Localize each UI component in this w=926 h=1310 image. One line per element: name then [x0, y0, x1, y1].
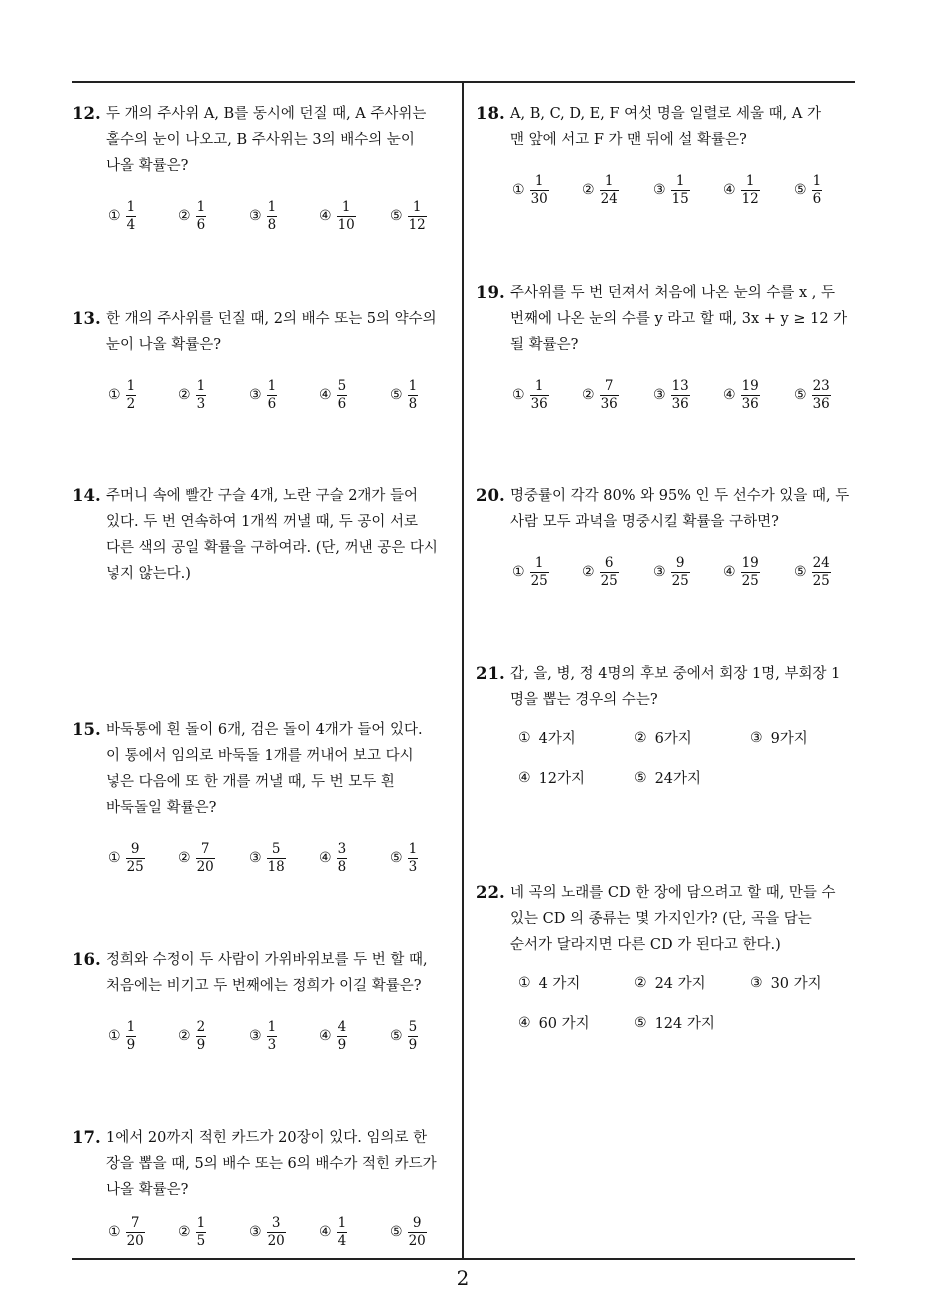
question-14	[72, 483, 450, 587]
choice-3	[249, 193, 277, 239]
fraction	[408, 842, 419, 875]
choice-1	[108, 835, 145, 881]
choice-mark: ④	[723, 564, 736, 580]
fraction-numerator: 1	[196, 377, 206, 394]
choice-5	[794, 549, 831, 595]
fraction	[196, 1216, 207, 1249]
fraction-denominator: 25	[741, 572, 759, 589]
choice-mark: ⑤	[390, 850, 403, 866]
choice-mark: ④	[723, 387, 736, 403]
fraction-denominator: 25	[812, 572, 830, 589]
fraction-numerator: 1	[337, 1214, 347, 1231]
choice-1	[518, 727, 576, 748]
choices	[476, 167, 854, 213]
choice-mark: ②	[582, 182, 595, 198]
choice-5	[390, 372, 418, 418]
question-13	[72, 306, 450, 418]
fraction-denominator: 10	[337, 216, 355, 233]
choice-mark: ③	[249, 387, 262, 403]
fraction	[337, 842, 348, 875]
question-text: 한 개의 주사위를 던질 때, 2의 배수 또는 5의 약수의 눈이 나올 확률은?	[106, 311, 437, 353]
question-18	[476, 101, 854, 213]
fraction-denominator: 6	[196, 216, 206, 233]
fraction-denominator: 6	[812, 190, 822, 207]
choice-mark: ⑤	[634, 769, 647, 786]
fraction-numerator: 2	[196, 1018, 206, 1035]
question-text: 네 곡의 노래를 CD 한 장에 담으려고 할 때, 만들 수 있는 CD 의 종류는 몇 가지인가? (단, 곡을 담는 순서가 달라지면 다른 CD 가 된다고 한다.)	[510, 885, 836, 953]
choice-mark: ①	[512, 387, 525, 403]
choices	[476, 727, 854, 807]
question-number: 18.	[476, 104, 505, 123]
choice-1	[512, 372, 549, 418]
choice-mark: ③	[653, 387, 666, 403]
question-17	[72, 1125, 450, 1255]
fraction	[267, 379, 278, 412]
choice-mark: ③	[653, 182, 666, 198]
choice-label: 9가지	[770, 731, 808, 747]
question-number: 19.	[476, 283, 505, 302]
fraction-denominator: 20	[267, 1232, 285, 1249]
fraction-denominator: 20	[196, 858, 214, 875]
fraction-numerator: 1	[408, 377, 418, 394]
fraction-numerator: 5	[408, 1018, 418, 1035]
fraction-numerator: 1	[267, 1018, 277, 1035]
fraction-denominator: 9	[196, 1036, 206, 1053]
fraction-denominator: 4	[126, 216, 136, 233]
choice-mark: ⑤	[390, 1028, 403, 1044]
question-text: 정희와 수정이 두 사람이 가위바위보를 두 번 할 때, 처음에는 비기고 두 번째에는 정희가 이길 확률은?	[106, 952, 428, 994]
choice-label: 60 가지	[538, 1016, 590, 1032]
fraction-denominator: 36	[812, 395, 830, 412]
choice-4	[319, 1209, 347, 1255]
choice-5	[794, 372, 831, 418]
fraction-denominator: 9	[337, 1036, 347, 1053]
choice-mark: ⑤	[390, 387, 403, 403]
choices	[72, 193, 450, 239]
choice-mark: ①	[108, 1224, 121, 1240]
choice-2	[178, 1209, 206, 1255]
choice-4	[723, 372, 760, 418]
fraction	[196, 379, 207, 412]
fraction	[741, 556, 760, 589]
choice-3	[750, 972, 822, 993]
choice-2	[582, 372, 619, 418]
choice-5	[634, 1012, 715, 1033]
fraction	[600, 556, 619, 589]
choice-3	[249, 372, 277, 418]
choice-mark: ③	[653, 564, 666, 580]
choice-label: 12가지	[538, 771, 586, 787]
question-20	[476, 483, 854, 595]
choice-1	[108, 1013, 136, 1059]
fraction-numerator: 7	[604, 377, 614, 394]
choice-mark: ⑤	[794, 182, 807, 198]
fraction	[267, 842, 286, 875]
choice-mark: ④	[319, 1224, 332, 1240]
fraction-denominator: 25	[530, 572, 548, 589]
choice-mark: ③	[249, 850, 262, 866]
choice-label: 30 가지	[770, 976, 822, 992]
fraction	[267, 200, 278, 233]
fraction	[741, 174, 760, 207]
fraction	[812, 556, 831, 589]
choice-5	[390, 1209, 427, 1255]
fraction-numerator: 1	[196, 198, 206, 215]
fraction-numerator: 9	[675, 554, 685, 571]
choice-5	[634, 767, 701, 788]
choice-mark: ②	[178, 850, 191, 866]
fraction	[126, 379, 137, 412]
choice-mark: ②	[178, 1028, 191, 1044]
fraction-numerator: 1	[196, 1214, 206, 1231]
choice-5	[390, 1013, 418, 1059]
choice-mark: ①	[108, 850, 121, 866]
choice-2	[582, 167, 619, 213]
question-number: 21.	[476, 664, 505, 683]
fraction-denominator: 6	[267, 395, 277, 412]
fraction-numerator: 1	[675, 172, 685, 189]
fraction-numerator: 1	[534, 377, 544, 394]
fraction-numerator: 1	[126, 198, 136, 215]
choice-2	[582, 549, 619, 595]
choice-mark: ⑤	[390, 1224, 403, 1240]
fraction	[600, 174, 619, 207]
fraction-numerator: 9	[412, 1214, 422, 1231]
fraction-numerator: 1	[812, 172, 822, 189]
fraction	[196, 1020, 207, 1053]
fraction-numerator: 3	[271, 1214, 281, 1231]
fraction-numerator: 5	[337, 377, 347, 394]
fraction	[671, 379, 690, 412]
question-text: 명중률이 각각 80% 와 95% 인 두 선수가 있을 때, 두 사람 모두 과녁을 명중시킬 확률을 구하면?	[510, 488, 850, 530]
fraction-numerator: 1	[534, 554, 544, 571]
fraction-denominator: 25	[671, 572, 689, 589]
fraction	[337, 379, 348, 412]
fraction-denominator: 3	[196, 395, 206, 412]
choice-3	[249, 1209, 286, 1255]
fraction-denominator: 9	[408, 1036, 418, 1053]
choice-3	[249, 1013, 277, 1059]
choice-mark: ①	[108, 387, 121, 403]
choice-2	[178, 193, 206, 239]
question-19	[476, 280, 854, 418]
choice-2	[178, 835, 215, 881]
choices	[72, 372, 450, 418]
choice-mark: ④	[518, 769, 531, 786]
fraction-denominator: 8	[408, 395, 418, 412]
choice-mark: ④	[319, 208, 332, 224]
fraction-numerator: 6	[604, 554, 614, 571]
fraction	[530, 379, 549, 412]
choice-mark: ②	[178, 208, 191, 224]
choice-3	[653, 372, 690, 418]
fraction	[337, 200, 356, 233]
question-number: 13.	[72, 309, 101, 328]
choice-mark: ①	[108, 208, 121, 224]
fraction-denominator: 2	[126, 395, 136, 412]
choice-3	[653, 549, 690, 595]
choice-label: 24 가지	[654, 976, 706, 992]
question-number: 17.	[72, 1128, 101, 1147]
fraction-denominator: 8	[267, 216, 277, 233]
choice-mark: ⑤	[794, 564, 807, 580]
fraction-denominator: 24	[600, 190, 618, 207]
fraction-denominator: 20	[126, 1232, 144, 1249]
fraction-numerator: 5	[271, 840, 281, 857]
fraction	[408, 1216, 427, 1249]
fraction-numerator: 1	[267, 198, 277, 215]
choice-2	[634, 972, 706, 993]
fraction-numerator: 1	[341, 198, 351, 215]
fraction	[126, 842, 145, 875]
fraction-denominator: 5	[196, 1232, 206, 1249]
fraction	[600, 379, 619, 412]
fraction-numerator: 4	[337, 1018, 347, 1035]
top-rule	[72, 81, 855, 83]
fraction	[126, 1020, 137, 1053]
choice-mark: ⑤	[794, 387, 807, 403]
fraction-numerator: 19	[741, 554, 759, 571]
question-21	[476, 661, 854, 807]
question-number: 15.	[72, 720, 101, 739]
fraction-numerator: 3	[337, 840, 347, 857]
choice-1	[512, 167, 549, 213]
fraction	[196, 842, 215, 875]
choice-mark: ②	[582, 387, 595, 403]
choices	[72, 1209, 450, 1255]
fraction-numerator: 1	[267, 377, 277, 394]
fraction	[741, 379, 760, 412]
question-text: A, B, C, D, E, F 여섯 명을 일렬로 세울 때, A 가 맨 앞에 서고 F 가 맨 뒤에 설 확률은?	[510, 106, 821, 148]
column-divider	[462, 82, 464, 1259]
fraction	[530, 174, 549, 207]
fraction	[812, 379, 831, 412]
choice-label: 4가지	[538, 731, 576, 747]
choice-1	[108, 372, 136, 418]
choice-mark: ②	[634, 974, 647, 991]
choice-mark: ⑤	[634, 1014, 647, 1031]
fraction-numerator: 19	[741, 377, 759, 394]
choice-mark: ②	[178, 387, 191, 403]
fraction-denominator: 3	[408, 858, 418, 875]
fraction	[671, 174, 690, 207]
question-text: 갑, 을, 병, 정 4명의 후보 중에서 회장 1명, 부회장 1 명을 뽑는 경우의 수는?	[510, 666, 841, 708]
fraction-denominator: 12	[408, 216, 426, 233]
choices	[476, 972, 854, 1052]
fraction-denominator: 36	[671, 395, 689, 412]
choice-mark: ①	[512, 182, 525, 198]
choice-5	[390, 193, 427, 239]
fraction-numerator: 7	[200, 840, 210, 857]
fraction-numerator: 9	[130, 840, 140, 857]
fraction-numerator: 1	[408, 840, 418, 857]
choice-2	[634, 727, 692, 748]
fraction	[337, 1020, 348, 1053]
fraction-denominator: 25	[126, 858, 144, 875]
fraction	[337, 1216, 348, 1249]
choice-5	[794, 167, 822, 213]
fraction-denominator: 36	[600, 395, 618, 412]
fraction-numerator: 1	[126, 377, 136, 394]
choice-mark: ④	[723, 182, 736, 198]
fraction-denominator: 15	[671, 190, 689, 207]
fraction	[267, 1216, 286, 1249]
choice-mark: ②	[634, 729, 647, 746]
question-number: 12.	[72, 104, 101, 123]
choice-mark: ③	[249, 208, 262, 224]
question-text: 바둑통에 흰 돌이 6개, 검은 돌이 4개가 들어 있다. 이 통에서 임의로 바둑돌 1개를 꺼내어 보고 다시 넣은 다음에 또 한 개를 꺼낼 때, 두 번 모두 흰 바둑돌일 확률은?	[106, 722, 423, 816]
choice-2	[178, 372, 206, 418]
choice-1	[108, 1209, 145, 1255]
choice-mark: ①	[518, 729, 531, 746]
question-text: 1에서 20까지 적힌 카드가 20장이 있다. 임의로 한 장을 뽑을 때, 5의 배수 또는 6의 배수가 적힌 카드가 나올 확률은?	[106, 1130, 437, 1198]
choice-4	[319, 372, 347, 418]
fraction	[671, 556, 690, 589]
choice-mark: ③	[750, 729, 763, 746]
fraction-denominator: 36	[741, 395, 759, 412]
fraction-denominator: 4	[337, 1232, 347, 1249]
choice-mark: ⑤	[390, 208, 403, 224]
choice-3	[750, 727, 808, 748]
fraction-numerator: 1	[126, 1018, 136, 1035]
choice-5	[390, 835, 418, 881]
fraction	[408, 200, 427, 233]
choice-4	[723, 167, 760, 213]
question-number: 22.	[476, 883, 505, 902]
fraction	[530, 556, 549, 589]
question-number: 14.	[72, 486, 101, 505]
question-number: 20.	[476, 486, 505, 505]
question-12	[72, 101, 450, 239]
choice-3	[249, 835, 286, 881]
fraction-denominator: 9	[126, 1036, 136, 1053]
choice-mark: ③	[750, 974, 763, 991]
choice-mark: ④	[319, 850, 332, 866]
question-text: 주머니 속에 빨간 구슬 4개, 노란 구슬 2개가 들어 있다. 두 번 연속하여 1개씩 꺼낼 때, 두 공이 서로 다른 색의 공일 확률을 구하여라. (단, 꺼낸 공은 다시 넣지 않는다.)	[106, 488, 438, 582]
fraction-numerator: 1	[412, 198, 422, 215]
fraction	[267, 1020, 278, 1053]
fraction	[126, 200, 137, 233]
choices	[72, 835, 450, 881]
choice-4	[319, 835, 347, 881]
choice-label: 24가지	[654, 771, 702, 787]
fraction-denominator: 25	[600, 572, 618, 589]
fraction-numerator: 1	[604, 172, 614, 189]
choice-mark: ④	[518, 1014, 531, 1031]
choice-mark: ②	[178, 1224, 191, 1240]
fraction-denominator: 6	[337, 395, 347, 412]
fraction	[408, 1020, 419, 1053]
choice-label: 4 가지	[538, 976, 581, 992]
bottom-rule	[72, 1258, 855, 1260]
question-22	[476, 880, 854, 1052]
choices	[72, 1013, 450, 1059]
choice-mark: ②	[582, 564, 595, 580]
question-16	[72, 947, 450, 1059]
question-15	[72, 717, 450, 881]
question-text: 두 개의 주사위 A, B를 동시에 던질 때, A 주사위는 홀수의 눈이 나오고, B 주사위는 3의 배수의 눈이 나올 확률은?	[106, 106, 427, 174]
choice-1	[512, 549, 549, 595]
choice-mark: ①	[108, 1028, 121, 1044]
choice-4	[723, 549, 760, 595]
choice-2	[178, 1013, 206, 1059]
choice-mark: ③	[249, 1224, 262, 1240]
choice-4	[319, 193, 356, 239]
choice-label: 124 가지	[654, 1016, 715, 1032]
fraction-denominator: 8	[337, 858, 347, 875]
fraction-numerator: 23	[812, 377, 830, 394]
choice-4	[518, 1012, 590, 1033]
fraction-denominator: 36	[530, 395, 548, 412]
fraction	[812, 174, 823, 207]
fraction-denominator: 30	[530, 190, 548, 207]
choice-mark: ①	[512, 564, 525, 580]
choice-mark: ④	[319, 387, 332, 403]
fraction	[408, 379, 419, 412]
question-text: 주사위를 두 번 던져서 처음에 나온 눈의 수를 x , 두 번째에 나온 눈의 수를 y 라고 할 때, 3x + y ≥ 12 가 될 확률은?	[510, 285, 848, 353]
fraction-numerator: 1	[534, 172, 544, 189]
choice-3	[653, 167, 690, 213]
question-number: 16.	[72, 950, 101, 969]
choices	[476, 549, 854, 595]
fraction	[126, 1216, 145, 1249]
choice-4	[518, 767, 585, 788]
fraction-numerator: 1	[745, 172, 755, 189]
choice-mark: ③	[249, 1028, 262, 1044]
fraction-denominator: 20	[408, 1232, 426, 1249]
choices	[476, 372, 854, 418]
choice-mark: ①	[518, 974, 531, 991]
choice-label: 6가지	[654, 731, 692, 747]
choice-mark: ④	[319, 1028, 332, 1044]
fraction-numerator: 7	[130, 1214, 140, 1231]
page-number: 2	[456, 1266, 470, 1290]
fraction-denominator: 18	[267, 858, 285, 875]
fraction	[196, 200, 207, 233]
fraction-denominator: 12	[741, 190, 759, 207]
choice-4	[319, 1013, 347, 1059]
fraction-denominator: 3	[267, 1036, 277, 1053]
fraction-numerator: 13	[671, 377, 689, 394]
fraction-numerator: 24	[812, 554, 830, 571]
choice-1	[518, 972, 580, 993]
choice-1	[108, 193, 136, 239]
